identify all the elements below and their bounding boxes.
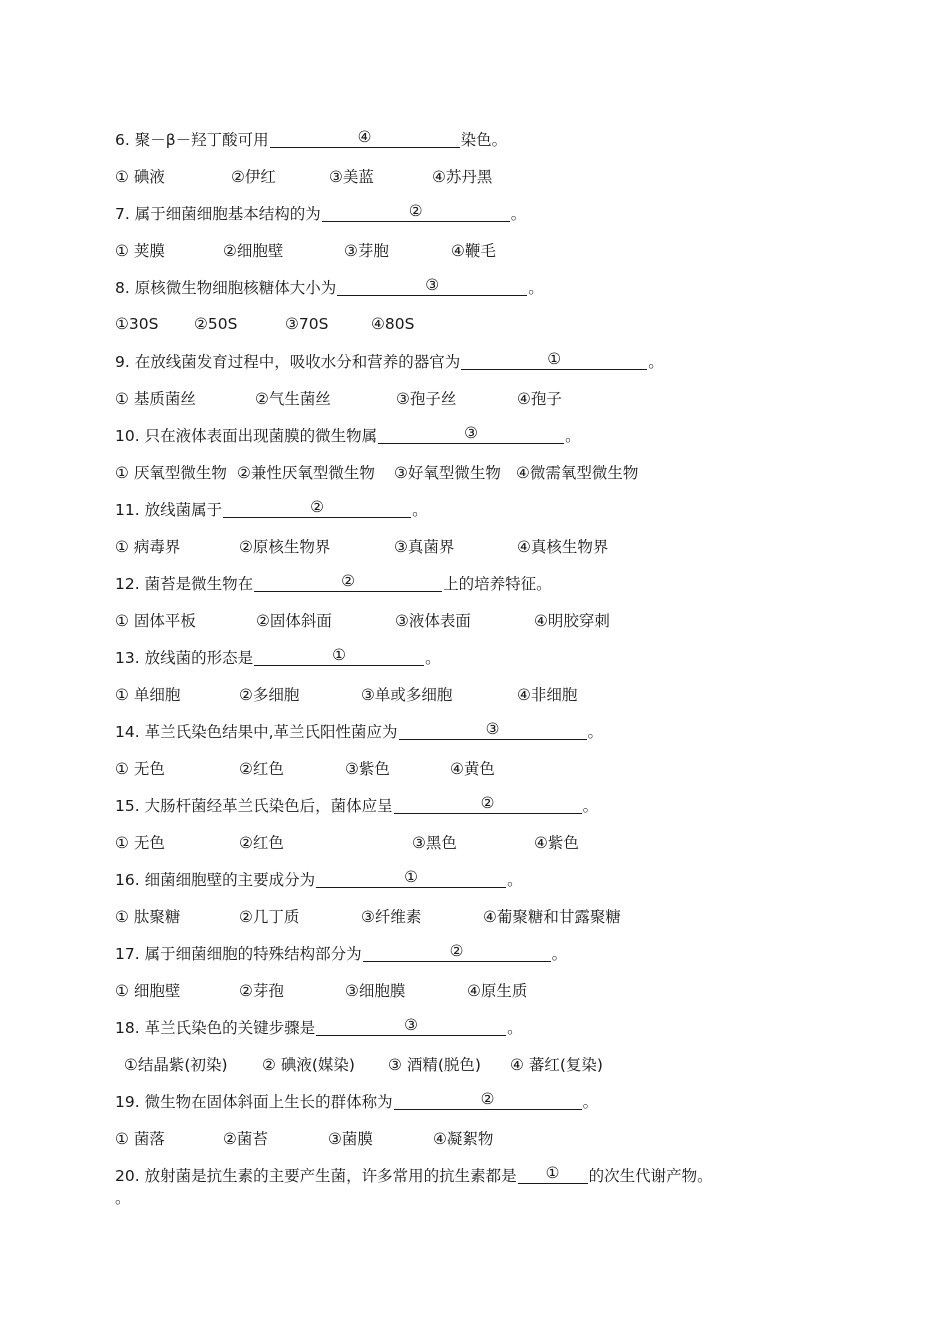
question-14 (115, 712, 835, 749)
option: ① 基质菌丝 (115, 389, 196, 408)
option: ③菌膜 (328, 1129, 373, 1148)
question-suffix: 。 (582, 1092, 599, 1111)
options-14 (115, 749, 835, 786)
options-15 (115, 823, 835, 860)
option: ③液体表面 (395, 611, 471, 630)
option: ②红色 (239, 833, 284, 852)
question-suffix: 。 (648, 352, 664, 371)
option: ②几丁质 (239, 907, 300, 926)
question-suffix: 。 (425, 648, 441, 667)
answer-blank: ③ (316, 1016, 506, 1036)
option: ③孢子丝 (396, 389, 457, 408)
options-13 (115, 675, 835, 712)
option: ④黄色 (450, 759, 495, 778)
question-text: 6. 聚－β－羟丁酸可用 (115, 130, 269, 149)
option: ②固体斜面 (256, 611, 332, 630)
option: ①结晶紫(初染) (124, 1055, 228, 1074)
options-10 (115, 453, 835, 490)
answer-blank: ① (254, 646, 424, 666)
question-suffix: 染色。 (460, 130, 508, 149)
option: ① 无色 (115, 833, 165, 852)
question-text: 15. 大肠杆菌经革兰氏染色后，菌体应呈 (115, 796, 393, 815)
option: ④真核生物界 (517, 537, 609, 556)
option: ① 荚膜 (115, 241, 165, 260)
question-suffix: 的次生代谢产物。 (588, 1166, 713, 1185)
option: ③好氧型微生物 (394, 463, 501, 482)
options-11 (115, 527, 835, 564)
answer-blank: ② (394, 794, 582, 814)
trailing-mark: 。 (115, 1189, 131, 1207)
answer-blank: ② (363, 942, 551, 962)
question-text: 17. 属于细菌细胞的特殊结构部分为 (115, 944, 362, 963)
question-text: 9. 在放线菌发育过程中，吸收水分和营养的器官为 (115, 352, 461, 371)
option: ③紫色 (345, 759, 390, 778)
option: ④葡聚糖和甘露聚糖 (483, 907, 621, 926)
question-13 (115, 638, 835, 675)
option: ④原生质 (467, 981, 528, 1000)
question-text: 8. 原核微生物细胞核糖体大小为 (115, 278, 337, 297)
answer-blank: ① (518, 1164, 588, 1184)
question-suffix: 。 (582, 796, 599, 815)
question-text: 16. 细菌细胞壁的主要成分为 (115, 870, 316, 889)
question-15 (115, 786, 835, 823)
options-8 (115, 305, 835, 342)
answer-blank: ② (223, 498, 411, 518)
option: ④ 蕃红(复染) (510, 1055, 603, 1074)
question-suffix: 。 (587, 722, 604, 741)
question-6 (115, 120, 835, 157)
option: ②50S (194, 314, 238, 333)
question-7 (115, 194, 835, 231)
answer-blank: ② (394, 1090, 582, 1110)
option: ②芽孢 (239, 981, 284, 1000)
question-18 (115, 1008, 835, 1045)
answer-blank: ③ (399, 720, 587, 740)
question-suffix: 。 (507, 1018, 523, 1037)
answer-blank: ① (316, 868, 506, 888)
question-12 (115, 564, 835, 601)
option: ① 菌落 (115, 1129, 165, 1148)
option: ②多细胞 (239, 685, 300, 704)
question-10 (115, 416, 835, 453)
option: ③黑色 (412, 833, 457, 852)
options-16 (115, 897, 835, 934)
option: ④80S (371, 314, 415, 333)
question-text: 10. 只在液体表面出现菌膜的微生物属 (115, 426, 378, 445)
question-8 (115, 268, 835, 305)
option: ① 厌氧型微生物 (115, 463, 227, 482)
question-16 (115, 860, 835, 897)
option: ③美蓝 (329, 167, 374, 186)
question-text: 19. 微生物在固体斜面上生长的群体称为 (115, 1092, 393, 1111)
option: ① 细胞壁 (115, 981, 181, 1000)
question-list (115, 120, 835, 1193)
question-19 (115, 1082, 835, 1119)
option: ① 碘液 (115, 167, 165, 186)
option: ③ 酒精(脱色) (388, 1055, 481, 1074)
answer-blank: ④ (270, 128, 460, 148)
question-suffix: 。 (528, 278, 544, 297)
option: ③单或多细胞 (361, 685, 453, 704)
option: ①30S (115, 314, 159, 333)
option: ④苏丹黑 (432, 167, 493, 186)
option: ② 碘液(媒染) (262, 1055, 355, 1074)
option: ④孢子 (517, 389, 562, 408)
option: ②气生菌丝 (255, 389, 331, 408)
options-18 (115, 1045, 835, 1082)
question-text: 14. 革兰氏染色结果中,革兰氏阳性菌应为 (115, 722, 398, 741)
option: ④紫色 (534, 833, 579, 852)
option: ① 肽聚糖 (115, 907, 181, 926)
question-suffix: 。 (551, 944, 568, 963)
answer-blank: ① (461, 350, 647, 370)
option: ③芽胞 (344, 241, 389, 260)
options-17 (115, 971, 835, 1008)
option: ① 病毒界 (115, 537, 181, 556)
option: ④明胶穿刺 (534, 611, 610, 630)
option: ②兼性厌氧型微生物 (237, 463, 375, 482)
option: ③细胞膜 (345, 981, 406, 1000)
option: ②细胞壁 (223, 241, 284, 260)
question-text: 7. 属于细菌细胞基本结构的为 (115, 204, 321, 223)
question-9 (115, 342, 835, 379)
option: ③真菌界 (394, 537, 455, 556)
option: ① 固体平板 (115, 611, 196, 630)
options-7 (115, 231, 835, 268)
option: ① 单细胞 (115, 685, 181, 704)
option: ②菌苔 (223, 1129, 268, 1148)
answer-blank: ③ (337, 276, 527, 296)
question-17 (115, 934, 835, 971)
answer-blank: ② (254, 572, 442, 592)
question-suffix: 。 (412, 500, 428, 519)
question-suffix: 。 (510, 204, 527, 223)
answer-blank: ② (322, 202, 510, 222)
option: ②原核生物界 (239, 537, 331, 556)
question-text: 20. 放射菌是抗生素的主要产生菌，许多常用的抗生素都是 (115, 1166, 517, 1185)
option: ④非细胞 (517, 685, 578, 704)
option: ① 无色 (115, 759, 165, 778)
options-9 (115, 379, 835, 416)
question-text: 12. 菌苔是微生物在 (115, 574, 254, 593)
question-suffix: 。 (565, 426, 581, 445)
question-suffix: 上的培养特征。 (443, 574, 552, 593)
question-20 (115, 1156, 835, 1193)
option: ②红色 (239, 759, 284, 778)
answer-blank: ③ (378, 424, 564, 444)
question-text: 18. 革兰氏染色的关键步骤是 (115, 1018, 316, 1037)
question-suffix: 。 (507, 870, 523, 889)
option: ②伊红 (231, 167, 276, 186)
option: ④鞭毛 (451, 241, 496, 260)
options-6 (115, 157, 835, 194)
option: ③纤维素 (361, 907, 422, 926)
options-12 (115, 601, 835, 638)
option: ④微需氧型微生物 (516, 463, 639, 482)
question-text: 13. 放线菌的形态是 (115, 648, 254, 667)
option: ③70S (285, 314, 329, 333)
options-19 (115, 1119, 835, 1156)
question-11 (115, 490, 835, 527)
option: ④凝絮物 (433, 1129, 494, 1148)
question-text: 11. 放线菌属于 (115, 500, 223, 519)
